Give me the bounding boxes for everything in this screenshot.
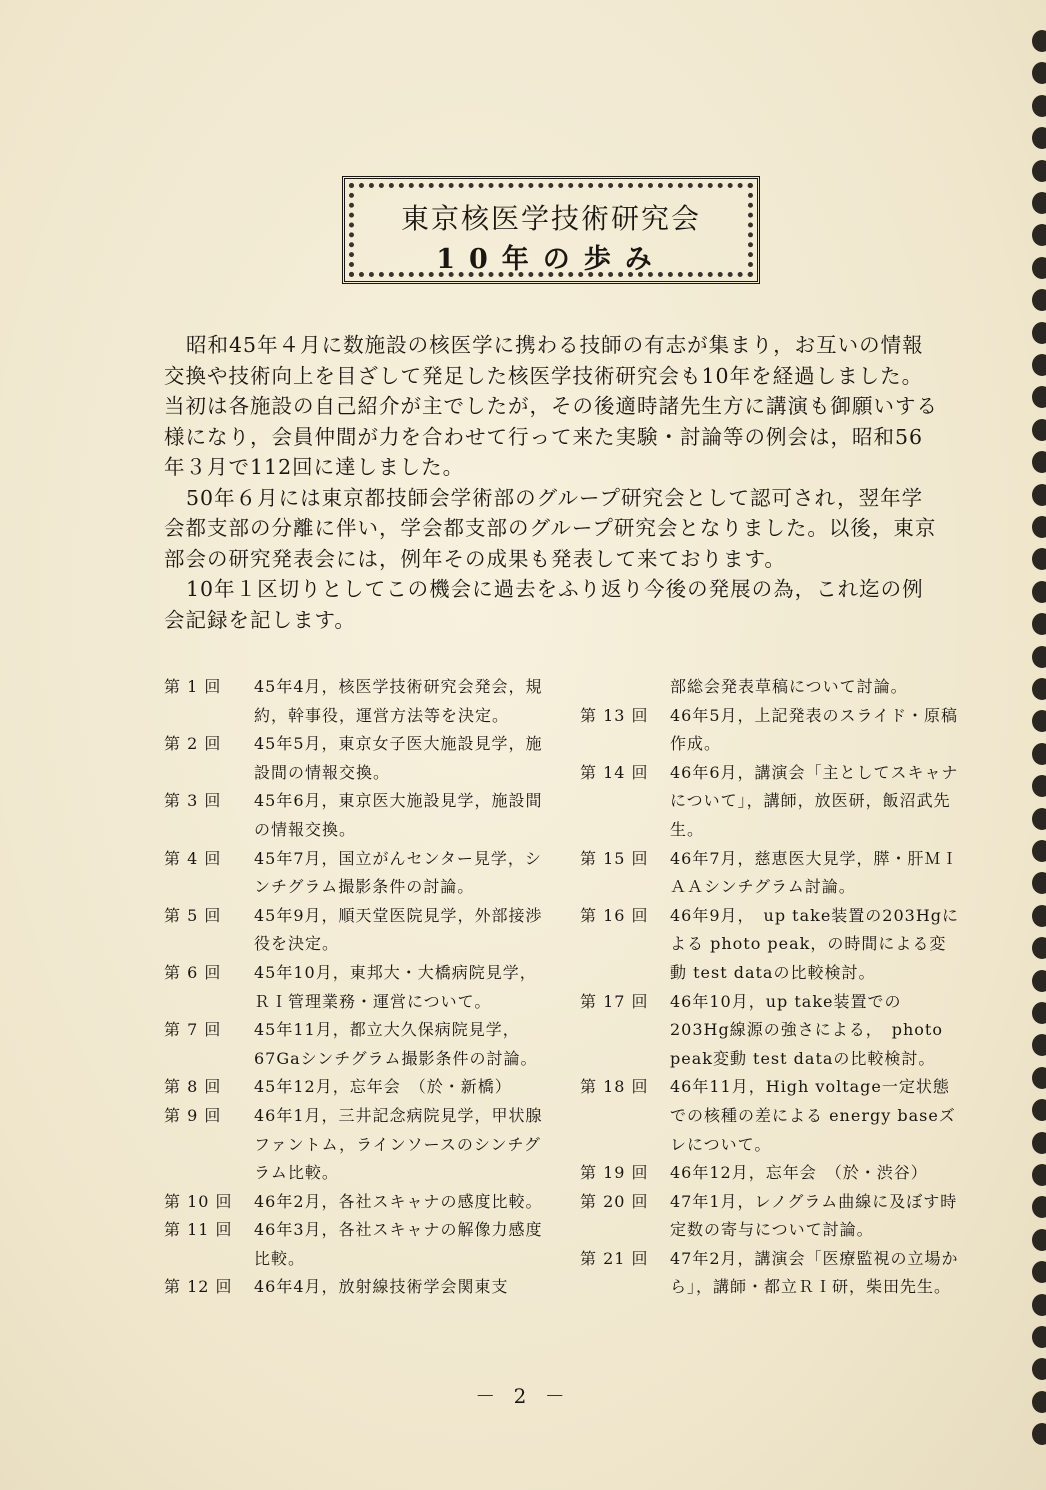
meeting-description: 47年2月，講演会「医療監視の立場から」，講師・都立ＲＩ研，柴田先生。 <box>670 1248 959 1297</box>
binding-hole <box>1032 95 1046 117</box>
meeting-entry <box>164 787 544 844</box>
meeting-entry <box>580 1073 960 1159</box>
binding-hole <box>1032 1423 1046 1445</box>
meeting-entry <box>164 1073 544 1102</box>
meeting-number: 第 18 回 <box>580 1077 649 1097</box>
meeting-entry <box>580 1159 960 1188</box>
meeting-entry <box>580 1188 960 1245</box>
meeting-entry <box>580 845 960 902</box>
meeting-entry <box>580 988 960 1074</box>
binding-hole <box>1032 354 1046 376</box>
binding-hole <box>1032 1002 1046 1024</box>
meeting-number: 第 10 回 <box>164 1191 233 1211</box>
binding-hole <box>1032 419 1046 441</box>
meeting-description: 45年5月，東京女子医大施設見学，施設間の情報交換。 <box>254 734 543 782</box>
meeting-description: 45年12月，忘年会 （於・新橋） <box>254 1077 512 1097</box>
meeting-entry <box>164 1273 544 1302</box>
meeting-list-left <box>164 673 544 1302</box>
meeting-description: 45年7月，国立がんセンター見学，シンチグラム撮影条件の討論。 <box>254 848 542 897</box>
meeting-number: 第 7 回 <box>164 1020 222 1040</box>
meeting-description: 45年10月，東邦大・大橋病院見学，ＲＩ管理業務・運営について。 <box>254 962 537 1011</box>
meeting-number: 第 14 回 <box>580 762 649 782</box>
binding-hole <box>1032 1358 1046 1380</box>
binding-hole <box>1032 840 1046 862</box>
binding-hole <box>1032 386 1046 408</box>
intro-text <box>164 330 944 635</box>
binding-hole <box>1032 30 1046 52</box>
meeting-number: 第 2 回 <box>164 734 222 754</box>
meeting-description: 46年2月，各社スキャナの感度比較。 <box>254 1191 543 1211</box>
meeting-description: 46年3月，各社スキャナの解像力感度比較。 <box>254 1220 543 1268</box>
meeting-number: 第 16 回 <box>580 905 649 925</box>
binding-hole <box>1032 1294 1046 1316</box>
meeting-entry <box>164 1188 544 1217</box>
intro-paragraph: 10年１区切りとしてこの機会に過去をふり返り今後の発展の為，これ迄の例会記録を記します。 <box>164 577 924 632</box>
binding-hole <box>1032 872 1046 894</box>
meeting-entry <box>164 1102 544 1188</box>
binding-hole <box>1032 581 1046 603</box>
binding-hole <box>1032 257 1046 279</box>
meeting-entry <box>164 1016 544 1073</box>
binding-hole <box>1032 678 1046 700</box>
binding-hole <box>1032 905 1046 927</box>
binding-hole <box>1032 451 1046 473</box>
binding-hole <box>1032 646 1046 668</box>
meeting-number: 第 1 回 <box>164 677 222 696</box>
meeting-number: 第 6 回 <box>164 962 222 982</box>
intro-paragraph: 50年６月には東京都技師会学術部のグループ研究会として認可され，翌年学会都支部の分離に伴い，学会都支部のグループ研究会となりました。以後，東京部会の研究発表会には，例年その成果も発表して来ております。 <box>164 485 937 571</box>
meeting-entry <box>164 845 544 902</box>
meeting-entry <box>164 673 544 730</box>
meeting-number: 第 4 回 <box>164 848 222 868</box>
meeting-description: 46年9月， up take装置の203Hgによる photo peak，の時間による変動 test dataの比較検討。 <box>670 905 960 982</box>
binding-hole <box>1032 743 1046 765</box>
binding-hole <box>1032 1326 1046 1348</box>
meeting-number: 第 21 回 <box>580 1248 649 1268</box>
meeting-number: 第 20 回 <box>580 1191 649 1211</box>
binding-hole <box>1032 289 1046 311</box>
meeting-description: 46年4月，放射線技術学会関東支 <box>254 1277 509 1297</box>
spiral-binding <box>1026 30 1046 1470</box>
meeting-entry <box>164 730 544 787</box>
meeting-entry-continuation: 部総会発表草稿について討論。 <box>670 677 908 696</box>
meeting-description: 46年12月，忘年会 （於・渋谷） <box>670 1163 928 1183</box>
meeting-entry <box>580 1245 960 1302</box>
meeting-number: 第 9 回 <box>164 1105 222 1125</box>
meeting-number: 第 8 回 <box>164 1077 222 1097</box>
meeting-number: 第 19 回 <box>580 1163 649 1183</box>
binding-hole <box>1032 484 1046 506</box>
meeting-number: 第 17 回 <box>580 991 649 1011</box>
meeting-number: 第 3 回 <box>164 791 222 811</box>
meeting-description: 45年11月，都立大久保病院見学，67Gaシンチグラム撮影条件の討論。 <box>254 1020 538 1068</box>
meeting-description: 46年10月，up take装置での203Hg線源の強さによる， photo peak変動 test dataの比較検討。 <box>670 991 960 1068</box>
meeting-description: 46年7月，慈恵医大見学，膵・肝ＭＩＡＡシンチグラム討論。 <box>670 848 959 897</box>
binding-hole <box>1032 1229 1046 1251</box>
binding-hole <box>1032 192 1046 214</box>
meeting-entry <box>580 702 960 759</box>
binding-hole <box>1032 808 1046 830</box>
meeting-number: 第 5 回 <box>164 905 222 925</box>
title-sub: 10年の歩み <box>436 244 666 275</box>
intro-paragraph: 昭和45年４月に数施設の核医学に携わる技師の有志が集まり，お互いの情報交換や技術向上を目ざして発足した核医学技術研究会も10年を経過しました。当初は各施設の自己紹介が主でしたが，その後適時諸先生方に講演も御願いする様になり，会員仲間が力を合わせて行って来た実験・討論等の例会は，昭和56年３月で112回に達しました。 <box>164 333 938 479</box>
binding-hole <box>1032 970 1046 992</box>
meeting-description: 46年6月，講演会「主としてスキャナについて」，講師，放医研，飯沼武先生。 <box>670 762 959 839</box>
binding-hole <box>1032 1099 1046 1121</box>
meeting-entry <box>164 1216 544 1273</box>
binding-hole <box>1032 322 1046 344</box>
binding-hole <box>1032 1196 1046 1218</box>
binding-hole <box>1032 548 1046 570</box>
binding-hole <box>1032 1261 1046 1283</box>
meeting-description: 46年1月，三井記念病院見学，甲状腺ファントム，ラインソースのシンチグラム比較。 <box>254 1105 543 1183</box>
binding-hole <box>1032 710 1046 732</box>
meeting-description: 46年11月，High voltage一定状態での核種の差による energy baseズレについて。 <box>670 1077 956 1154</box>
binding-hole <box>1032 1164 1046 1186</box>
binding-hole <box>1032 1034 1046 1056</box>
meeting-description: 45年6月，東京医大施設見学，施設間の情報交換。 <box>254 791 543 839</box>
binding-hole <box>1032 224 1046 246</box>
binding-hole <box>1032 62 1046 84</box>
page-number: － 2 － <box>475 1384 571 1408</box>
meeting-number: 第 12 回 <box>164 1277 233 1297</box>
title-box <box>342 176 760 284</box>
meeting-description: 45年9月，順天堂医院見学，外部接渉役を決定。 <box>254 905 543 954</box>
meeting-description: 47年1月，レノグラム曲線に及ぼす時定数の寄与について討論。 <box>670 1191 958 1240</box>
binding-hole <box>1032 1132 1046 1154</box>
meeting-number: 第 11 回 <box>164 1220 233 1240</box>
title-main: 東京核医学技術研究会 <box>400 202 701 235</box>
meeting-list-right <box>580 673 960 1302</box>
meeting-number: 第 13 回 <box>580 705 649 725</box>
meeting-number: 第 15 回 <box>580 848 649 868</box>
meeting-description: 45年4月，核医学技術研究会発会，規約，幹事役，運営方法等を決定。 <box>254 677 543 725</box>
meeting-entry <box>580 902 960 988</box>
binding-hole <box>1032 127 1046 149</box>
binding-hole <box>1032 937 1046 959</box>
meeting-entry <box>580 759 960 845</box>
binding-hole <box>1032 516 1046 538</box>
meeting-entry <box>164 959 544 1016</box>
meeting-entry <box>164 902 544 959</box>
binding-hole <box>1032 613 1046 635</box>
binding-hole <box>1032 775 1046 797</box>
meeting-description: 46年5月，上記発表のスライド・原稿作成。 <box>670 705 959 754</box>
binding-hole <box>1032 1067 1046 1089</box>
binding-hole <box>1032 160 1046 182</box>
